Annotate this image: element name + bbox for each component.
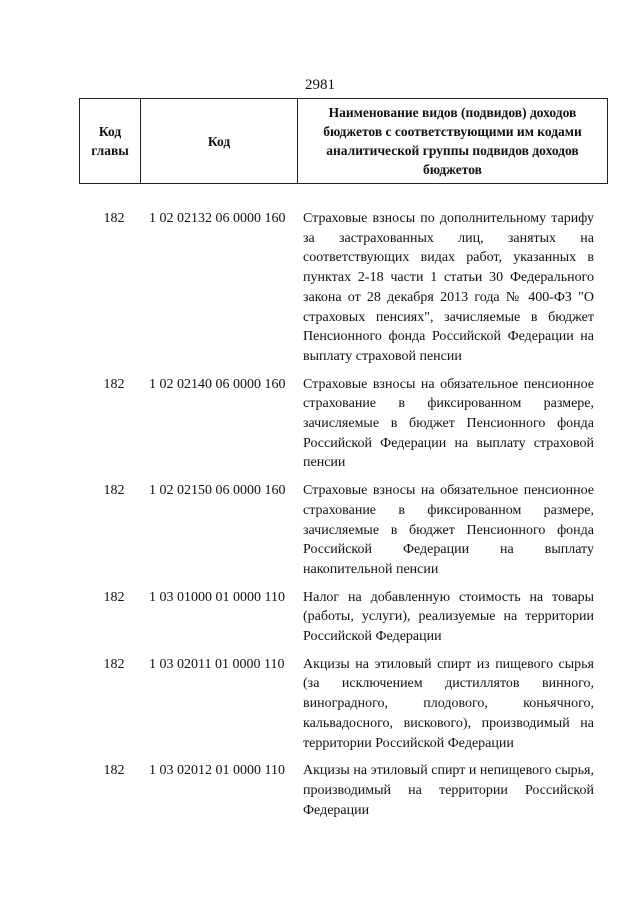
code-cell: 1 02 02140 06 0000 160: [149, 376, 286, 392]
code-cell: 1 03 02011 01 0000 110: [149, 656, 285, 672]
header-name: Наименование видов (подвидов) доходов бюджетов с соответствующими им кодами аналитической группы подвидов доходов бюджетов: [298, 99, 608, 184]
chapter-code-cell: 182: [103, 376, 125, 392]
code-cell: 1 03 02012 01 0000 110: [149, 763, 285, 779]
table-row: [79, 761, 607, 820]
header-code: Код: [141, 99, 298, 184]
table-row: [79, 588, 607, 647]
name-cell: Акцизы на этиловый спирт из пищевого сырья (за исключением дистиллятов винного, виноградного, плодового, коньячного, кальвадосного, вискового), производимый на территории Российской Федерации: [303, 656, 594, 751]
table-body: [79, 209, 607, 828]
chapter-code-cell: 182: [103, 483, 125, 499]
header-chapter-code: Код главы: [80, 99, 141, 184]
code-cell: 1 02 02150 06 0000 160: [149, 483, 286, 499]
table-row: [79, 655, 607, 754]
chapter-code-cell: 182: [103, 211, 125, 226]
name-cell: Страховые взносы по дополнительному тарифу за застрахованных лиц, занятых на соответствующих видах работ, указанных в пунктах 2-18 части 1 статьи 30 Федерального закона от 28 декабря 2013 года № 400-ФЗ "О страховых пенсиях", зачисляемые в бюджет Пенсионного фонда Российской Федерации на выплату страховой пенсии: [303, 211, 594, 364]
chapter-code-cell: 182: [103, 763, 125, 779]
chapter-code-cell: 182: [103, 656, 125, 672]
table-row: [79, 481, 607, 580]
code-cell: 1 03 01000 01 0000 110: [149, 589, 285, 605]
table-row: [79, 375, 607, 474]
page-number: 2981: [305, 77, 335, 93]
name-cell: Страховые взносы на обязательное пенсионное страхование в фиксированном размере, зачисляемые в бюджет Пенсионного фонда Российской Федерации на выплату страховой пенсии: [303, 376, 594, 471]
name-cell: Страховые взносы на обязательное пенсионное страхование в фиксированном размере, зачисляемые в бюджет Пенсионного фонда Российской Федерации на выплату накопительной пенсии: [303, 483, 594, 577]
table-row: [79, 209, 607, 367]
chapter-code-cell: 182: [103, 589, 125, 605]
table-header: [79, 98, 608, 184]
code-cell: 1 02 02132 06 0000 160: [149, 211, 286, 226]
name-cell: Налог на добавленную стоимость на товары (работы, услуги), реализуемые на территории Российской Федерации: [303, 589, 594, 645]
name-cell: Акцизы на этиловый спирт и непищевого сырья, производимый на территории Российской Федерации: [303, 763, 594, 818]
